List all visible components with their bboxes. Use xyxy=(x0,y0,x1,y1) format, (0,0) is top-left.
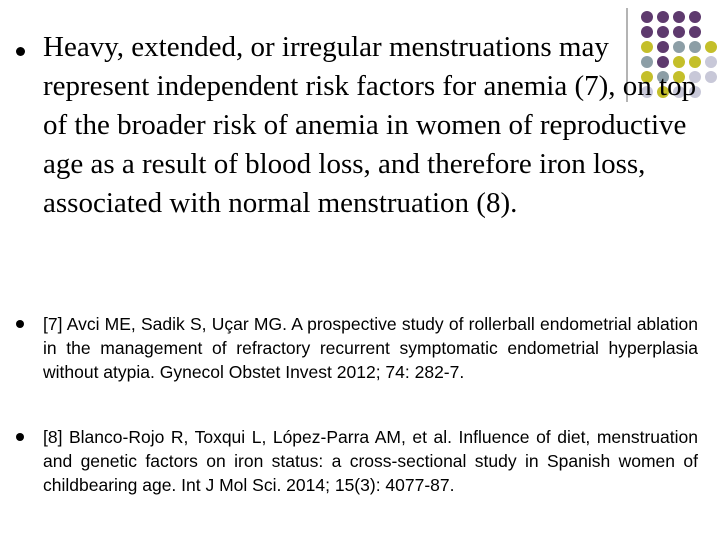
reference-8: [8] Blanco-Rojo R, Toxqui L, López-Parra AM, et al. Influence of diet, menstruation and genetic factors on iron status: a cross-sectional study in Spanish women of childbearing age. Int J Mol Sci. 2014; 15(3): 4077-87. xyxy=(43,427,698,495)
bullet-dot xyxy=(16,320,24,328)
decorative-dot xyxy=(673,11,685,23)
main-bullet-text: Heavy, extended, or irregular menstruations may represent independent risk factors for anemia (7), on top of the broader risk of anemia in women of reproductive age as a result of blood loss, and therefore iron loss, associated with normal menstruation (8). xyxy=(43,31,697,219)
decorative-dot xyxy=(657,11,669,23)
bullet-dot xyxy=(16,433,24,441)
bullet-dot xyxy=(16,47,25,56)
decorative-dot xyxy=(689,11,701,23)
reference-7: [7] Avci ME, Sadik S, Uçar MG. A prospective study of rollerball endometrial ablation in the management of refractory recurrent symptomatic endometrial hyperplasia without atypia. Gynecol Obstet Invest 2012; 74: 282-7. xyxy=(43,314,698,382)
decorative-dot xyxy=(641,11,653,23)
